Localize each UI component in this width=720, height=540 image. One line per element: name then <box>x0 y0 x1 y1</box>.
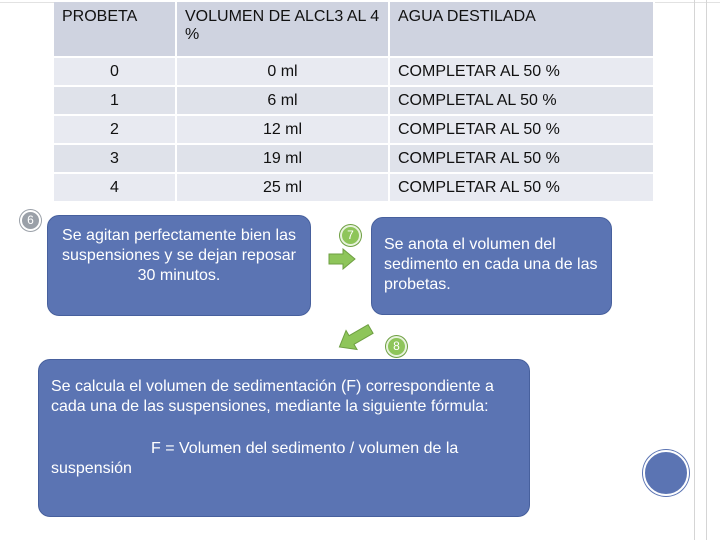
right-arrow-icon <box>328 248 356 270</box>
cell-probeta: 1 <box>54 87 177 116</box>
header-agua: AGUA DESTILADA <box>390 2 655 58</box>
cell-volumen: 12 ml <box>177 116 390 145</box>
cell-volumen: 6 ml <box>177 87 390 116</box>
right-border-line <box>694 0 695 540</box>
cell-agua: COMPLETAR AL 50 % <box>390 145 655 174</box>
formula-line-1: F = Volumen del sedimento / volumen de la <box>151 440 459 457</box>
cell-probeta: 2 <box>54 116 177 145</box>
formula-line-2: suspensión <box>51 460 132 477</box>
table-row <box>54 87 655 116</box>
table-row <box>54 174 655 203</box>
cell-agua: COMPLETAR AL 50 % <box>390 174 655 203</box>
step-6-box <box>47 215 311 316</box>
step-7-box <box>371 217 612 315</box>
step-6-text: Se agitan perfectamente bien las suspensiones y se dejan reposar 30 minutos. <box>62 227 296 284</box>
right-border-line-outer <box>706 0 707 540</box>
cell-agua: COMPLETAR AL 50 % <box>390 58 655 87</box>
cell-volumen: 0 ml <box>177 58 390 87</box>
step-6-badge: 6 <box>20 210 41 231</box>
step-8-badge: 8 <box>386 336 407 357</box>
step-7-badge: 7 <box>340 225 361 246</box>
down-left-arrow-icon <box>334 320 376 356</box>
table-header-row <box>54 2 655 58</box>
cell-volumen: 19 ml <box>177 145 390 174</box>
header-volumen: VOLUMEN DE ALCL3 AL 4 % <box>177 2 390 58</box>
cell-volumen: 25 ml <box>177 174 390 203</box>
cell-agua: COMPLETAR AL 50 % <box>390 116 655 145</box>
table-row <box>54 58 655 87</box>
cell-agua: COMPLETAL AL 50 % <box>390 87 655 116</box>
step-7-text: Se anota el volumen del sedimento en cada una de las probetas. <box>384 236 598 293</box>
step-8-box <box>38 359 530 517</box>
decorative-circle <box>643 450 689 496</box>
cell-probeta: 4 <box>54 174 177 203</box>
step-8-text: Se calcula el volumen de sedimentación (F) correspondiente a cada una de las suspensiones, mediante la siguiente fórmula: <box>51 378 494 415</box>
table-row <box>54 145 655 174</box>
probeta-table <box>54 2 655 203</box>
header-probeta: PROBETA <box>54 2 177 58</box>
cell-probeta: 3 <box>54 145 177 174</box>
cell-probeta: 0 <box>54 58 177 87</box>
table-row <box>54 116 655 145</box>
